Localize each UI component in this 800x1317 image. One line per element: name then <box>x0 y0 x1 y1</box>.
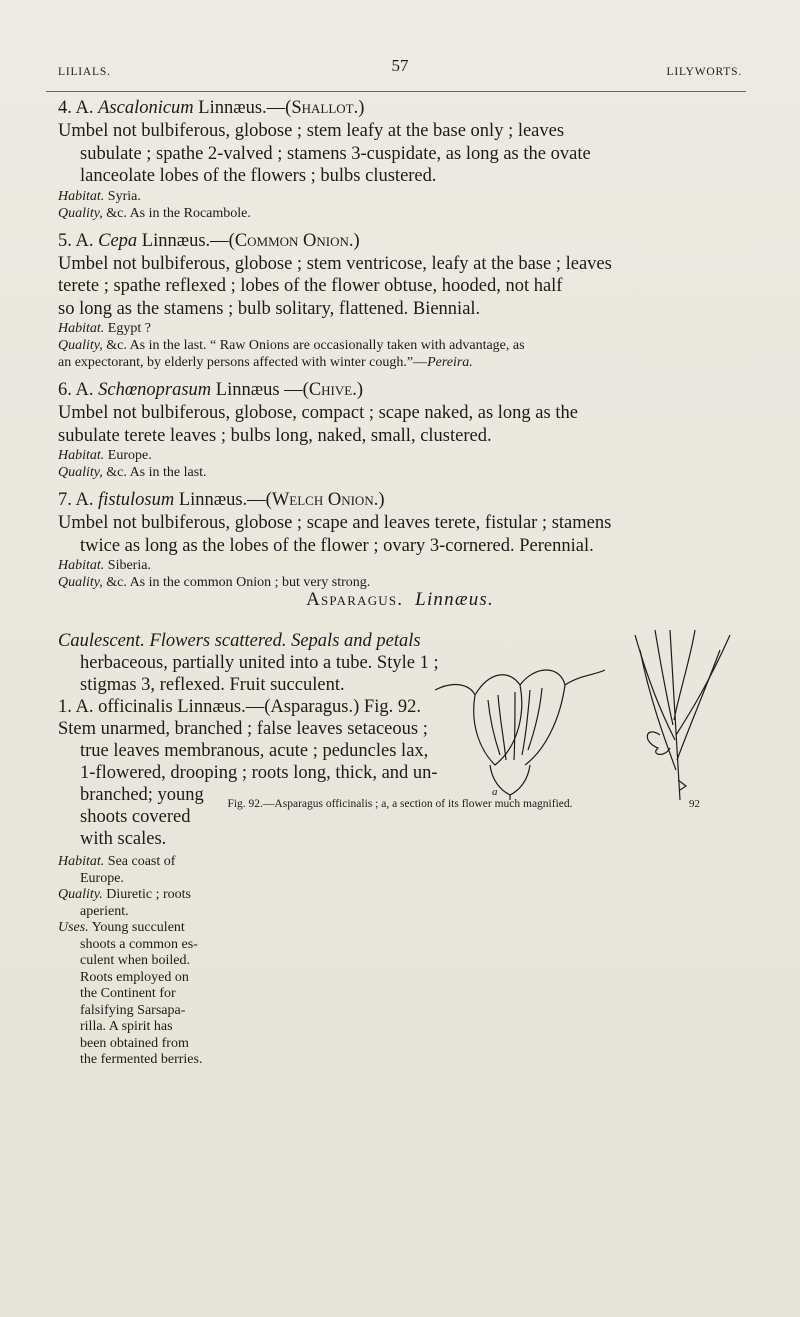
flower-stamen-1 <box>488 700 500 755</box>
species-description-line: true leaves membranous, acute ; peduncles lax, <box>80 741 429 761</box>
common-name: Shallot. <box>291 98 359 118</box>
description-line: subulate ; spathe 2-valved ; stamens 3-cuspidate, as long as the ovate <box>80 143 591 164</box>
quality-label: Quality, <box>58 205 103 221</box>
genus-description-line: herbaceous, partially united into a tube. Style 1 ; <box>80 653 439 673</box>
asparagus-illustration <box>380 630 760 800</box>
genus-description-line: Caulescent. Flowers scattered. Sepals and petals <box>58 631 421 651</box>
figure-caption: Fig. 92.—Asparagus officinalis ; a, a section of its flower much magnified. <box>227 798 573 810</box>
species-description-line: shoots covered <box>80 807 191 827</box>
entry-number: 6. <box>58 380 72 400</box>
flower-petal-tip-right <box>565 670 605 685</box>
quality-label: Quality. <box>58 887 103 902</box>
description-line: Umbel not bulbiferous, globose ; stem leafy at the base only ; leaves <box>58 121 565 141</box>
genus-heading <box>0 589 800 611</box>
entry-shallot <box>58 97 758 222</box>
running-head-right: LILYWORTS. <box>666 66 742 78</box>
description-line: Umbel not bulbiferous, globose, compact ; scape naked, as long as the <box>58 403 578 423</box>
quality-line <box>58 205 758 222</box>
entry-heading <box>58 379 758 402</box>
species-description-line: 1-flowered, drooping ; roots long, thick, and un- <box>80 763 438 783</box>
entry-number: 7. <box>58 490 72 510</box>
common-name: Welch Onion. <box>271 490 379 510</box>
authority: Linnæus —( <box>215 380 309 400</box>
sprig-leaf-5 <box>674 630 695 720</box>
habitat-label: Habitat. <box>58 321 105 336</box>
uses-line: the fermented berries. <box>80 1052 203 1067</box>
flower-section-outline-right <box>520 670 565 765</box>
description-line: twice as long as the lobes of the flower ; ovary 3-cornered. Perennial. <box>80 535 594 556</box>
uses-line: falsifying Sarsapa- <box>80 1002 186 1018</box>
species-name: Schœnoprasum <box>98 380 212 400</box>
entry-number: 4. <box>58 98 72 118</box>
sprig-leaf-3 <box>635 635 675 740</box>
sprig-leaf-4 <box>676 635 730 735</box>
quality-value: &c. As in the common Onion ; but very strong. <box>106 575 371 590</box>
uses-line: the Continent for <box>80 986 176 1001</box>
habitat-label: Habitat. <box>58 188 105 204</box>
common-name: Common Onion. <box>234 230 354 251</box>
header-rule <box>46 91 746 92</box>
running-head <box>58 56 742 90</box>
quality-line <box>58 337 758 354</box>
uses-line: culent when boiled. <box>80 953 191 968</box>
quality-line <box>58 887 263 904</box>
genus-authority: Linnæus. <box>415 589 494 610</box>
habitat-label: Habitat. <box>58 558 105 573</box>
uses-line <box>58 920 263 937</box>
habitat-value: Siberia. <box>107 558 151 573</box>
running-head-left: LILIALS. <box>58 66 111 78</box>
description-line: terete ; spathe reflexed ; lobes of the flower obtuse, hooded, not half <box>58 276 563 296</box>
uses-line: shoots a common es- <box>80 936 198 952</box>
description-line: lanceolate lobes of the flowers ; bulbs clustered. <box>80 166 437 186</box>
quality-line <box>58 464 758 481</box>
habitat-value: Syria. <box>107 188 141 204</box>
species-description-line: Stem unarmed, branched ; false leaves setaceous ; <box>58 719 428 739</box>
figure-label-number: 92 <box>689 798 700 810</box>
uses-line: been obtained from <box>80 1035 189 1051</box>
genus-abbr: A. <box>75 380 94 400</box>
habitat-value: Europe. <box>107 448 152 463</box>
description-line: Umbel not bulbiferous, globose ; stem ventricose, leafy at the base ; leaves <box>58 253 612 274</box>
flower-stamen-4 <box>522 690 530 755</box>
entry-chive <box>58 379 758 481</box>
genus-abbr: A. <box>75 490 94 510</box>
species-name: Ascalonicum <box>98 98 194 118</box>
quality-value: &c. As in the last. <box>106 465 207 480</box>
genus-abbr: A. <box>75 230 94 251</box>
quality-value: &c. As in the last. “ Raw Onions are occasionally taken with advantage, as <box>106 338 525 353</box>
genus-title: Asparagus. <box>306 589 404 610</box>
quality-line: aperient. <box>80 903 129 919</box>
sprig-leaf-2 <box>677 650 720 760</box>
species-description-line: with scales. <box>80 829 167 849</box>
quality-label: Quality, <box>58 575 103 590</box>
quality-continuation: an expectorant, by elderly persons affected with winter cough.”— <box>58 355 428 370</box>
common-name: Chive. <box>308 380 357 400</box>
entry-heading <box>58 97 758 120</box>
quality-value: Diuretic ; roots <box>106 887 191 902</box>
figure-label-a: a <box>492 786 498 798</box>
flower-stamen-5 <box>528 688 542 750</box>
species-description-line: branched; young <box>80 785 204 805</box>
paren-close: ) <box>353 230 360 251</box>
flower-stamen-3 <box>514 692 515 760</box>
uses-line: rilla. A spirit has <box>80 1019 173 1034</box>
page-number: 57 <box>391 56 409 75</box>
authority: Linnæus.—( <box>141 230 235 251</box>
quality-label: Quality, <box>58 338 103 353</box>
uses-line: Roots employed on <box>80 969 189 985</box>
description-line: so long as the stamens ; bulb solitary, flattened. Biennial. <box>58 298 481 319</box>
habitat-label: Habitat. <box>58 448 105 463</box>
authority: Linnæus.—( <box>178 490 272 510</box>
habitat-line <box>58 188 758 205</box>
habitat-value: Egypt ? <box>107 321 151 336</box>
species-name: fistulosum <box>98 490 175 510</box>
uses-value: Young succulent <box>91 920 185 935</box>
paren-close: ) <box>356 380 363 400</box>
authority: Linnæus.—( <box>198 98 292 118</box>
quality-line-cont <box>58 354 758 371</box>
entry-welch-onion <box>58 489 758 591</box>
habitat-line <box>58 320 758 337</box>
uses-label: Uses. <box>58 920 89 935</box>
quality-value: &c. As in the Rocambole. <box>106 205 251 221</box>
habitat-line <box>58 557 758 574</box>
species-name: Cepa <box>98 230 138 251</box>
entry-heading <box>58 489 758 512</box>
genus-description-line: stigmas 3, reflexed. Fruit succulent. <box>80 675 345 695</box>
quality-label: Quality, <box>58 465 103 480</box>
paren-close: ) <box>378 490 385 510</box>
habitat-value: Sea coast of <box>107 854 176 869</box>
narrow-column <box>58 806 263 1069</box>
flower-stamen-2 <box>498 695 506 760</box>
habitat-line: Europe. <box>80 870 124 886</box>
entry-number: 5. <box>58 230 72 251</box>
description-line: Umbel not bulbiferous, globose ; scape and leaves terete, fistular ; stamens <box>58 513 612 533</box>
habitat-label: Habitat. <box>58 854 105 869</box>
description-line: subulate terete leaves ; bulbs long, naked, small, clustered. <box>58 425 492 446</box>
paren-close: ) <box>358 98 365 118</box>
citation: Pereira. <box>427 355 473 370</box>
genus-abbr: A. <box>75 98 94 118</box>
species-heading-asparagus: 1. A. officinalis Linnæus.—(Asparagus.) Fig. 92. <box>58 697 421 717</box>
habitat-line <box>58 854 263 871</box>
habitat-line <box>58 447 758 464</box>
flower-petal-tip-left <box>435 685 475 695</box>
entry-heading <box>58 230 758 253</box>
species-entries <box>58 97 758 591</box>
entry-common-onion <box>58 230 758 372</box>
